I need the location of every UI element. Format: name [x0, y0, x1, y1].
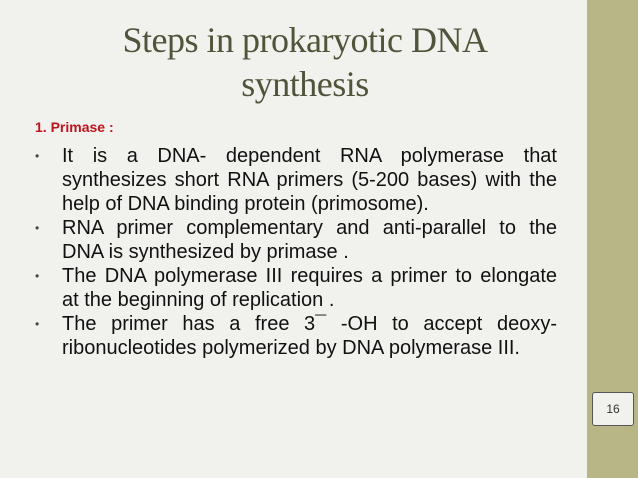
bullet-text: It is a DNA- dependent RNA polymerase that synthesizes short RNA primers (5-200 bases) with the help of DNA binding protein (primosome).: [62, 145, 557, 215]
title-line-1: Steps in prokaryotic DNA: [122, 20, 488, 60]
bullet-text: RNA primer complementary and anti-parallel to the DNA is synthesized by primase .: [62, 217, 557, 263]
bullet-dot: •: [35, 149, 40, 163]
bullet-text: The DNA polymerase III requires a primer to elongate at the beginning of replication .: [62, 265, 557, 311]
title-line-2: synthesis: [241, 64, 369, 104]
bullet-dot: •: [35, 317, 40, 331]
bullet-text: The primer has a free 3¯ -OH to accept deoxy-ribonucleotides polymerized by DNA polymerase III.: [62, 313, 557, 359]
slide-title: [60, 18, 550, 106]
bullet-dot: •: [35, 221, 40, 235]
section-heading: 1. Primase :: [35, 119, 114, 135]
bullet-list: [35, 144, 557, 360]
bullet-dot: •: [35, 269, 40, 283]
bullet-item: [35, 144, 557, 216]
bullet-item: [35, 216, 557, 264]
bullet-item: [35, 264, 557, 312]
bullet-item: [35, 312, 557, 360]
page-number: 16: [592, 392, 634, 426]
